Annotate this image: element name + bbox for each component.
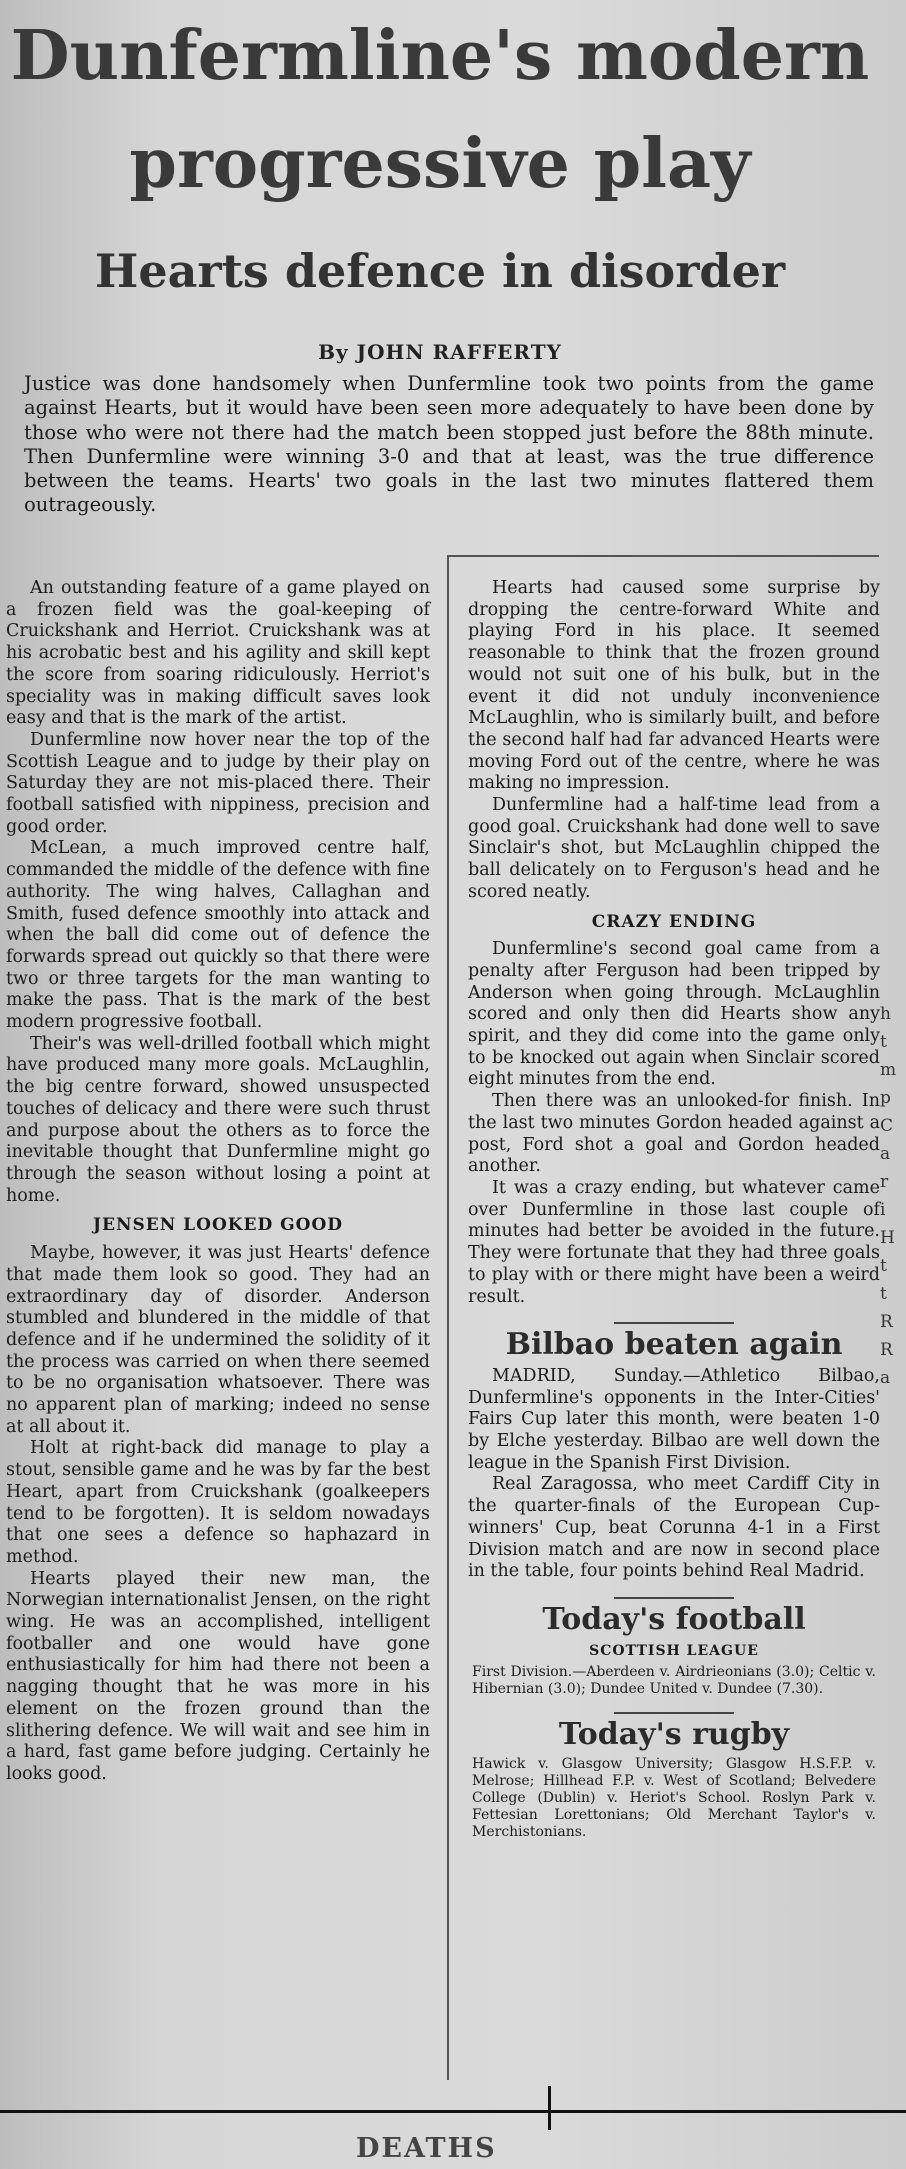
section-rule bbox=[614, 1712, 734, 1714]
article-paragraph: Hearts played their new man, the Norwegian internationalist Jensen, on the right wing. He was an accomplished, intelligent footballer and one would have gone enthusiastically for him had there not been a nagging thought that he was more in his element on the frozen ground than the slithering defence. We will wait and see him in a hard, fast game before judging. Certainly he looks good. bbox=[6, 1568, 430, 1784]
edge-letter: t bbox=[880, 1284, 887, 1304]
edge-letter: i bbox=[880, 1200, 886, 1220]
column-end-rule bbox=[548, 2086, 551, 2130]
article-paragraph: Dunfermline's second goal came from a penalty after Ferguson had been tripped by Anderson when going through. McLaughlin scored and only then did Hearts show any spirit, and they did come into the game only to be knocked out again when Sinclair scored eight minutes from the end. bbox=[468, 939, 880, 1090]
article-paragraph: Then there was an unlooked-for finish. In the last two minutes Gordon headed against a post, Ford shot a goal and Gordon headed another. bbox=[468, 1091, 880, 1177]
edge-letter: a bbox=[880, 1368, 891, 1388]
subheadline: Hearts defence in disorder bbox=[94, 244, 786, 298]
edge-letter: C bbox=[880, 1116, 894, 1136]
column-divider bbox=[447, 555, 449, 2080]
crosshead-crazy-ending: CRAZY ENDING bbox=[591, 911, 757, 932]
edge-letter: r bbox=[880, 1172, 889, 1192]
article-paragraph: Dunfermline now hover near the top of the Scottish League and to judge by their play on Saturday they are not mis-placed there. Their football satisfied with nippiness, precision and good order. bbox=[6, 729, 430, 837]
bilbao-paragraph: MADRID, Sunday.—Athletico Bilbao, Dunfermline's opponents in the Inter-Cities' Fairs Cup later this month, were beaten 1-0 by Elche yesterday. Bilbao are well down the league in the Spanish First Division. bbox=[468, 1365, 880, 1473]
football-headline: Today's football bbox=[542, 1601, 806, 1637]
edge-letter: t bbox=[880, 1032, 887, 1052]
crosshead-jensen: JENSEN LOOKED GOOD bbox=[92, 1215, 344, 1236]
next-section-heading: DEATHS bbox=[356, 2133, 497, 2164]
article-paragraph: An outstanding feature of a game played on a frozen field was the goal-keeping of Cruickshank and Herriot. Cruickshank was at his acrobatic best and his agility and skill kept the score from soaring ridiculously. Herriot's speciality was in making difficult saves look easy and that is the mark of the artist. bbox=[6, 578, 430, 729]
article-paragraph: Dunfermline had a half-time lead from a good goal. Cruickshank had done well to save Sinclair's shot, but McLaughlin chipped the ball delicately on to Ferguson's head and he scored neatly. bbox=[468, 795, 880, 902]
headline-line-2: progressive play bbox=[129, 124, 751, 204]
edge-letter: a bbox=[880, 1144, 891, 1164]
edge-letter: m bbox=[880, 1060, 897, 1080]
intro-paragraph: Justice was done handsomely when Dunfermline took two points from the game against Hearts, but it would have been seen more adequately to have been done by those who were not there had the match been stopped just before the 88th minute. Then Dunfermline were winning 3-0 and that at least, was the true difference between the teams. Hearts' two goals in the last two minutes flattered them outrageously. bbox=[24, 372, 874, 517]
edge-letter: h bbox=[880, 1004, 891, 1024]
bilbao-paragraph: Real Zaragossa, who meet Cardiff City in the quarter-finals of the European Cup-winners' Cup, beat Corunna 4-1 in a First Division match and are now in second place in the table, four points behind Real Madrid. bbox=[468, 1474, 880, 1582]
edge-letter: R bbox=[880, 1340, 893, 1360]
section-rule bbox=[614, 1322, 734, 1324]
football-fixtures: First Division.—Aberdeen v. Airdrieonians (3.0); Celtic v. Hibernian (3.0); Dundee United v. Dundee (7.30). bbox=[472, 1664, 876, 1698]
section-rule bbox=[614, 1597, 734, 1599]
edge-letter: t bbox=[880, 1256, 887, 1276]
rugby-headline: Today's rugby bbox=[558, 1717, 790, 1753]
rugby-fixtures: Hawick v. Glasgow University; Glasgow H.S.F.P. v. Melrose; Hillhead F.P. v. West of Scotland; Belvedere College (Dublin) v. Heriot's School. Roslyn Park v. Fettesian Lorettonians; Old Merchant Taylor's v. Merchistonians. bbox=[472, 1756, 876, 1841]
edge-letter: R bbox=[880, 1312, 893, 1332]
league-heading: SCOTTISH LEAGUE bbox=[589, 1642, 759, 1659]
bilbao-headline: Bilbao beaten again bbox=[505, 1327, 843, 1363]
byline: By JOHN RAFFERTY bbox=[318, 340, 562, 364]
edge-letter: H bbox=[880, 1228, 895, 1248]
column-top-rule bbox=[447, 555, 879, 557]
right-column bbox=[468, 578, 880, 1841]
adjacent-column-fragment bbox=[880, 1000, 906, 2100]
page-bottom-rule bbox=[0, 2110, 906, 2113]
article-paragraph: Their's was well-drilled football which might have produced many more goals. McLaughlin, the big centre forward, showed unsuspected touches of delicacy and there were such thrust and purpose about the others as to force the inevitable thought that Dunfermline might go through the season without losing a point at home. bbox=[6, 1033, 430, 1206]
article-paragraph: Maybe, however, it was just Hearts' defence that made them look so good. They had an extraordinary day of disorder. Anderson stumbled and blundered in the middle of that defence and if he undermined the solidity of it the process was carried on when there seemed to be no organisation whatsoever. There was no apparent plan of marking; indeed no sense at all about it. bbox=[6, 1243, 430, 1437]
left-column bbox=[6, 578, 430, 1786]
article-paragraph: Hearts had caused some surprise by dropping the centre-forward White and playing Ford in his place. It seemed reasonable to think that the frozen ground would not suit one of his bulk, but in the event it did not unduly inconvenience McLaughlin, who is similarly built, and before the second half had far advanced Hearts were moving Ford out of the centre, where he was making no impression. bbox=[468, 578, 880, 794]
article-paragraph: McLean, a much improved centre half, commanded the middle of the defence with fine authority. The wing halves, Callaghan and Smith, fused defence smoothly into attack and when the ball did come out of defence the forwards spread out quickly so that there were two or three targets for the man wanting to make the pass. That is the mark of the best modern progressive football. bbox=[6, 838, 430, 1033]
article-paragraph: It was a crazy ending, but whatever came over Dunfermline in those last couple of minutes had better be avoided in the future. They were fortunate that they had three goals to play with or there might have been a weird result. bbox=[468, 1177, 880, 1307]
edge-letter: p bbox=[880, 1088, 891, 1108]
headline-line-1: Dunfermline's modern bbox=[10, 16, 870, 96]
article-paragraph: Holt at right-back did manage to play a stout, sensible game and he was by far the best Heart, apart from Cruickshank (goalkeepers tend to be forgotten). It is seldom nowadays that one sees a defence so haphazard in method. bbox=[6, 1438, 430, 1567]
